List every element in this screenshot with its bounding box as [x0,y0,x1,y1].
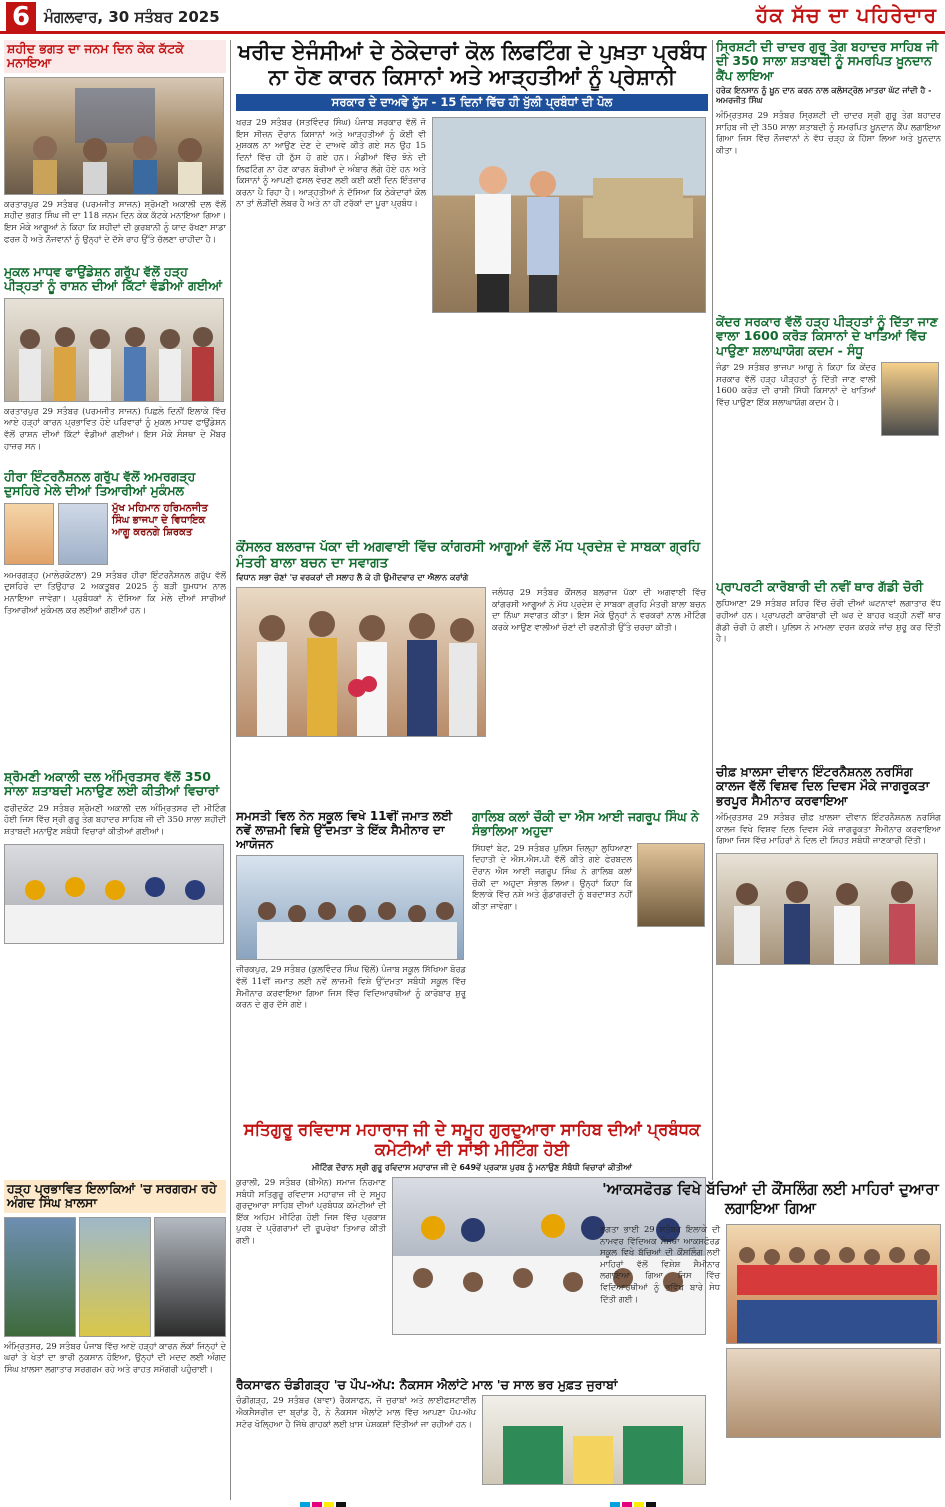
headline: ਗਾਲਿਬ ਕਲਾਂ ਚੌਕੀ ਦਾ ਐਸ ਆਈ ਜਗਰੂਪ ਸਿੰਘ ਨੇ ਸੰਭਾਲਿਆ ਅਹੁਦਾ [472,810,699,839]
photo-illustration [727,1225,941,1344]
photo-illustration [5,299,224,402]
photo-students-group [726,1348,941,1438]
photo-illustration [5,845,224,944]
column-divider [712,40,713,1180]
kicker: ਮੀਟਿੰਗ ਦੌਰਾਨ ਸ੍ਰੀ ਗੁਰੂ ਰਵਿਦਾਸ ਮਹਾਰਾਜ ਜੀ ਦੇ 649ਵੇਂ ਪ੍ਰਕਾਸ਼ ਪੁਰਬ ਨੂੰ ਮਨਾਉਣ ਸੰਬੰਧੀ ਵਿਚਾਰਾਂ ਕੀਤੀਆਂ [312,1163,632,1172]
headline: 'ਆਕਸਫੋਰਡ ਵਿਖੇ ਬੱਚਿਆਂ ਦੀ ਕੌਂਸਲਿੰਗ ਲਈ ਮਾਹਿਰਾਂ ਦੁਆਰਾ ਲਗਾਇਆ ਗਿਆ [602,1180,939,1217]
story-entrepreneurship-seminar [236,810,466,1110]
headline: ਚੀਫ਼ ਖ਼ਾਲਸਾ ਦੀਵਾਨ ਇੰਟਰਨੈਸ਼ਨਲ ਨਰਸਿੰਗ ਕਾਲਜ ਵੱਲੋਂ ਵਿਸ਼ਵ ਦਿਲ ਦਿਵਸ ਮੌਕੇ ਜਾਗਰੂਕਤਾ ਭਰਪੂਰ ਸੈਮੀਨਾਰ ਕਰਵਾਇਆ [716,765,930,808]
story-heart-day-seminar [716,765,941,1175]
story-body: ਲੁਧਿਆਣਾ 29 ਸਤੰਬਰ ਸ਼ਹਿਰ ਵਿੱਚ ਚੋਰੀ ਦੀਆਂ ਘਟਨਾਵਾਂ ਲਗਾਤਾਰ ਵੱਧ ਰਹੀਆਂ ਹਨ। ਪ੍ਰਾਪਰਟੀ ਕਾਰੋਬਾਰੀ ਦੀ ਘਰ ਦੇ ਬਾਹਰ ਖੜ੍ਹੀ ਨਵੀਂ ਥਾਰ ਗੱਡੀ ਚੋਰੀ ਹੋ ਗਈ। ਪੁਲਿਸ ਨੇ ਮਾਮਲਾ ਦਰਜ ਕਰਕੇ ਜਾਂਚ ਸ਼ੁਰੂ ਕਰ ਦਿੱਤੀ ਹੈ। [716,598,941,644]
story-blood-donation [716,40,941,310]
photo-portrait [58,503,108,565]
photo-illustration [433,118,706,313]
column-divider [230,40,231,1500]
story-body: ਅੰਮ੍ਰਿਤਸਰ 29 ਸਤੰਬਰ ਸ੍ਰਿਸ਼ਟੀ ਦੀ ਚਾਦਰ ਸ੍ਰੀ ਗੁਰੂ ਤੇਗ ਬਹਾਦਰ ਸਾਹਿਬ ਜੀ ਦੀ 350 ਸਾਲਾ ਸ਼ਤਾਬਦੀ ਨੂੰ ਸਮਰਪਿਤ ਖ਼ੂਨਦਾਨ ਕੈਂਪ ਲਗਾਇਆ ਗਿਆ ਜਿਸ ਵਿੱਚ ਨੌਜਵਾਨਾਂ ਨੇ ਵੱਧ ਚੜ੍ਹ ਕੇ ਹਿੱਸਾ ਲਿਆ ਅਤੇ ਖ਼ੂਨਦਾਨ ਕੀਤਾ। [716,110,941,155]
photo-ration-distribution [4,298,224,402]
story-lifting-lead [236,40,708,530]
lead-body: ਖਰੜ 29 ਸਤੰਬਰ (ਸਤਵਿੰਦਰ ਸਿੰਘ) ਪੰਜਾਬ ਸਰਕਾਰ ਵੱਲੋਂ ਜੋ ਇਸ ਸੀਜ਼ਨ ਦੌਰਾਨ ਕਿਸਾਨਾਂ ਅਤੇ ਆੜ੍ਹਤੀਆਂ ਨੂੰ ਕੋਈ ਵੀ ਮੁਸ਼ਕਲ ਨਾ ਆਉਣ ਦੇਣ ਦੇ ਦਾਅਵੇ ਕੀਤੇ ਗਏ ਸਨ ਉਹ 15 ਦਿਨਾਂ ਵਿੱਚ ਹੀ ਠੁੱਸ ਹੋ ਗਏ ਹਨ। ਮੰਡੀਆਂ ਵਿੱਚ ਝੋਨੇ ਦੀ ਲਿਫਟਿੰਗ ਨਾ ਹੋਣ ਕਾਰਨ ਬੋਰੀਆਂ ਦੇ ਅੰਬਾਰ ਲੱਗੇ ਹੋਏ ਹਨ ਅਤੇ ਕਿਸਾਨਾਂ ਨੂੰ ਆਪਣੀ ਫਸਲ ਵੇਚਣ ਲਈ ਕਈ ਕਈ ਦਿਨ ਇੰਤਜ਼ਾਰ ਕਰਨਾ ਪੈ ਰਿਹਾ ਹੈ। ਆੜ੍ਹਤੀਆਂ ਨੇ ਦੱਸਿਆ ਕਿ ਠੇਕੇਦਾਰਾਂ ਕੋਲ ਨਾ ਤਾਂ ਲੋੜੀਂਦੀ ਲੇਬਰ ਹੈ ਅਤੇ ਨਾ ਹੀ ਟਰੱਕਾਂ ਦਾ ਪੂਰਾ ਪ੍ਰਬੰਧ। [236,117,426,209]
headline: ਕੌਂਸਲਰ ਬਲਰਾਜ ਪੱਕਾ ਦੀ ਅਗਵਾਈ ਵਿੱਚ ਕਾਂਗਰਸੀ ਆਗੂਆਂ ਵੱਲੋਂ ਮੱਧ ਪ੍ਰਦੇਸ਼ ਦੇ ਸਾਬਕਾ ਗ੍ਰਹਿ ਮੰਤਰੀ ਬਾਲਾ ਬਚਨ ਦਾ ਸਵਾਗਤ [236,540,701,571]
kicker: ਮੁੱਖ ਮਹਿਮਾਨ ਹਰਿਮਨਜੀਤ ਸਿੰਘ ਭਾਜਪਾ ਦੇ ਵਿਧਾਇਕ ਆਗੂ ਕਰਨਗੇ ਸ਼ਿਰਕਤ [112,502,208,538]
story-body: ਜਲੰਧਰ 29 ਸਤੰਬਰ ਕੌਂਸਲਰ ਬਲਰਾਜ ਪੱਕਾ ਦੀ ਅਗਵਾਈ ਵਿੱਚ ਕਾਂਗਰਸੀ ਆਗੂਆਂ ਨੇ ਮੱਧ ਪ੍ਰਦੇਸ਼ ਦੇ ਸਾਬਕਾ ਗ੍ਰਹਿ ਮੰਤਰੀ ਬਾਲਾ ਬਚਨ ਦਾ ਨਿੱਘਾ ਸਵਾਗਤ ਕੀਤਾ। ਇਸ ਮੌਕੇ ਉਨ੍ਹਾਂ ਨੇ ਵਰਕਰਾਂ ਨਾਲ ਮੀਟਿੰਗ ਕਰਕੇ ਆਉਣ ਵਾਲੀਆਂ ਚੋਣਾਂ ਦੀ ਰਣਨੀਤੀ ਉੱਤੇ ਚਰਚਾ ਕੀਤੀ। [492,587,706,632]
story-body: ਅਮਰਗੜ੍ਹ (ਮਾਲੇਰਕੋਟਲਾ) 29 ਸਤੰਬਰ ਹੀਰਾ ਇੰਟਰਨੈਸ਼ਨਲ ਗਰੁੱਪ ਵੱਲੋਂ ਦੁਸਹਿਰੇ ਦਾ ਤਿਉਹਾਰ 2 ਅਕਤੂਬਰ 2025 ਨੂੰ ਬੜੀ ਧੂਮਧਾਮ ਨਾਲ ਮਨਾਇਆ ਜਾਵੇਗਾ। ਪ੍ਰਬੰਧਕਾਂ ਨੇ ਦੱਸਿਆ ਕਿ ਮੇਲੇ ਦੀਆਂ ਸਾਰੀਆਂ ਤਿਆਰੀਆਂ ਮੁਕੰਮਲ ਕਰ ਲਈਆਂ ਗਈਆਂ ਹਨ। [4,569,226,615]
headline: ਸਮਸਤੀ ਵਿਲ ਨੇਨ ਸਕੂਲ ਵਿਖੇ 11ਵੀਂ ਜਮਾਤ ਲਈ ਨਵੇਂ ਲਾਜ਼ਮੀ ਵਿਸ਼ੇ ਉੱਦਮਤਾ ਤੇ ਇੱਕ ਸੈਮੀਨਾਰ ਦਾ ਆਯੋਜਨ [236,810,453,851]
lead-headline: ਖਰੀਦ ਏਜੰਸੀਆਂ ਦੇ ਠੇਕੇਦਾਰਾਂ ਕੋਲ ਲਿਫਟਿੰਗ ਦੇ ਪੁਖ਼ਤਾ ਪ੍ਰਬੰਧ ਨਾ ਹੋਣ ਕਾਰਨ ਕਿਸਾਨਾਂ ਅਤੇ ਆੜ੍ਹਤੀਆਂ ਨੂੰ ਪ੍ਰੇਸ਼ਾਨੀ [237,40,706,89]
story-body: ਜੰਡਾ 29 ਸਤੰਬਰ ਭਾਜਪਾ ਆਗੂ ਨੇ ਕਿਹਾ ਕਿ ਕੇਂਦਰ ਸਰਕਾਰ ਵੱਲੋਂ ਹੜ੍ਹ ਪੀੜ੍ਹਤਾਂ ਨੂੰ ਦਿੱਤੀ ਜਾਣ ਵਾਲੀ 1600 ਕਰੋੜ ਦੀ ਰਾਸ਼ੀ ਸਿੱਧੀ ਕਿਸਾਨਾਂ ਦੇ ਖਾਤਿਆਂ ਵਿੱਚ ਪਾਉਣਾ ਇੱਕ ਸ਼ਲਾਘਾਯੋਗ ਕਦਮ ਹੈ। [716,362,876,407]
story-shatabdi-meeting [4,770,226,1150]
story-bala-bachan-welcome [236,540,708,800]
photo-seminar [236,855,464,960]
story-si-jagroop-singh [472,810,708,1110]
headline: ਸ਼ਹੀਦ ਭਗਤ ਦਾ ਜਨਮ ਦਿਨ ਕੇਕ ਕੱਟਕੇ ਮਨਾਇਆ [4,40,226,73]
headline: ਕੇਂਦਰ ਸਰਕਾਰ ਵੱਲੋਂ ਹੜ੍ਹ ਪੀੜ੍ਹਤਾਂ ਨੂੰ ਦਿੱਤਾ ਜਾਣ ਵਾਲਾ 1600 ਕਰੋੜ ਕਿਸਾਨਾਂ ਦੇ ਖਾਤਿਆਂ ਵਿੱਚ ਪਾਉਣਾ ਸ਼ਲਾਘਾਯੋਗ ਕਦਮ - ਸੰਧੂ [716,315,938,358]
headline: ਹੀਰਾ ਇੰਟਰਨੈਸ਼ਨਲ ਗਰੁੱਪ ਵੱਲੋਂ ਅਮਰਗੜ੍ਹ ਦੁਸਹਿਰੇ ਮੇਲੇ ਦੀਆਂ ਤਿਆਰੀਆਂ ਮੁਕੰਮਲ [4,470,196,499]
story-oxford-counselling [600,1180,941,1498]
headline: ਸ਼੍ਰੋਮਣੀ ਅਕਾਲੀ ਦਲ ਅੰਮ੍ਰਿਤਸਰ ਵੱਲੋਂ 350 ਸਾਲਾ ਸ਼ਤਾਬਦੀ ਮਨਾਉਣ ਲਈ ਕੀਤੀਆਂ ਵਿਚਾਰਾਂ [4,770,220,799]
story-thar-stolen [716,580,941,760]
print-registration-marks [610,1497,658,1507]
photo-portrait-sandhu [881,362,939,436]
story-angad-singh [4,1180,226,1500]
story-body: ਫਰੀਦਕੋਟ 29 ਸਤੰਬਰ ਸ਼੍ਰੋਮਣੀ ਅਕਾਲੀ ਦਲ ਅੰਮ੍ਰਿਤਸਰ ਦੀ ਮੀਟਿੰਗ ਹੋਈ ਜਿਸ ਵਿੱਚ ਸ੍ਰੀ ਗੁਰੂ ਤੇਗ ਬਹਾਦਰ ਸਾਹਿਬ ਜੀ ਦੀ 350 ਸਾਲਾ ਸ਼ਹੀਦੀ ਸ਼ਤਾਬਦੀ ਮਨਾਉਣ ਸਬੰਧੀ ਵਿਚਾਰਾਂ ਕੀਤੀਆਂ ਗਈਆਂ। [4,802,226,836]
dateline: ਮੰਗਲਵਾਰ, 30 ਸਤੰਬਰ 2025 [44,8,220,26]
photo-welcome [236,587,486,737]
photo-cake-cutting [4,77,224,195]
story-body: ਕੁਰਾਲੀ, 29 ਸਤੰਬਰ (ਬੀਐਨ) ਸਮਾਜ ਨਿਰਮਾਣ ਸਬੰਧੀ ਸਤਿਗੁਰੂ ਰਵਿਦਾਸ ਮਹਾਰਾਜ ਜੀ ਦੇ ਸਮੂਹ ਗੁਰਦੁਆਰਾ ਸਾਹਿਬ ਦੀਆਂ ਪ੍ਰਬੰਧਕ ਕਮੇਟੀਆਂ ਦੀ ਇੱਕ ਅਹਿਮ ਮੀਟਿੰਗ ਹੋਈ ਜਿਸ ਵਿੱਚ ਪ੍ਰਕਾਸ਼ ਪੁਰਬ ਦੇ ਪ੍ਰੋਗਰਾਮਾਂ ਦੀ ਰੂਪਰੇਖਾ ਤਿਆਰ ਕੀਤੀ ਗਈ। [236,1177,386,1245]
headline: ਰੈਕਸਾਫਨ ਚੰਡੀਗੜ੍ਹ 'ਚ ਪੌਪ-ਅੱਪ: ਨੈਕਸਸ ਐਲਾਂਟੇ ਮਾਲ 'ਚ ਸਾਲ ਭਰ ਮੁਫ਼ਤ ਜੁਰਾਬਾਂ [236,1378,618,1392]
print-registration-marks [300,1497,348,1507]
photo-portrait [4,503,54,565]
story-body: ਚੰਡੀਗੜ੍ਹ, 29 ਸਤੰਬਰ (ਬਾਵਾ) ਰੈਕਸਾਫਨ, ਜੋ ਜੁਰਾਬਾਂ ਅਤੇ ਲਾਈਫਸਟਾਈਲ ਐਕਸੈਸਰੀਜ਼ ਦਾ ਬ੍ਰਾਂਡ ਹੈ, ਨੇ ਨੈਕਸਸ ਐਲਾਂਟੇ ਮਾਲ ਵਿੱਚ ਆਪਣਾ ਪੌਪ-ਅੱਪ ਸਟੋਰ ਖੋਲ੍ਹਿਆ ਹੈ ਜਿੱਥੇ ਗਾਹਕਾਂ ਲਈ ਖ਼ਾਸ ਪੇਸ਼ਕਸ਼ਾਂ ਦਿੱਤੀਆਂ ਜਾ ਰਹੀਆਂ ਹਨ। [236,1395,476,1429]
headline: ਪ੍ਰਾਪਰਟੀ ਕਾਰੋਬਾਰੀ ਦੀ ਨਵੀਂ ਥਾਰ ਗੱਡੀ ਚੋਰੀ [716,580,924,594]
story-body: ਕਰਤਾਰਪੁਰ 29 ਸਤੰਬਰ (ਪਰਮਜੀਤ ਸਾਜਨ) ਸ਼੍ਰੋਮਣੀ ਅਕਾਲੀ ਦਲ ਵੱਲੋਂ ਸ਼ਹੀਦ ਭਗਤ ਸਿੰਘ ਜੀ ਦਾ 118 ਜਨਮ ਦਿਨ ਕੇਕ ਕੱਟਕੇ ਮਨਾਇਆ ਗਿਆ। ਇਸ ਮੌਕੇ ਆਗੂਆਂ ਨੇ ਕਿਹਾ ਕਿ ਸ਼ਹੀਦਾਂ ਦੀ ਕੁਰਬਾਨੀ ਨੂੰ ਯਾਦ ਰੱਖਣਾ ਸਾਡਾ ਫਰਜ਼ ਹੈ ਅਤੇ ਨੌਜਵਾਨਾਂ ਨੂੰ ਉਨ੍ਹਾਂ ਦੇ ਦੱਸੇ ਰਾਹ ਉੱਤੇ ਚੱਲਣਾ ਚਾਹੀਦਾ ਹੈ। [4,198,226,244]
kicker: ਹਰੇਕ ਇਨਸਾਨ ਨੂੰ ਖ਼ੂਨ ਦਾਨ ਕਰਨ ਨਾਲ ਕਲੋਸਟ੍ਰੋਲ ਮਾਤਰਾ ਘੱਟ ਜਾਂਦੀ ਹੈ - ਅਮਰਜੀਤ ਸਿੰਘ [716,86,932,106]
story-dussehra-fair [4,470,226,760]
photo-students [726,1224,941,1344]
photo-flood-relief [79,1217,151,1337]
story-body: ਕਰਤਾਰਪੁਰ 29 ਸਤੰਬਰ (ਪਰਮਜੀਤ ਸਾਜਨ) ਪਿਛਲੇ ਦਿਨੀਂ ਇਲਾਕੇ ਵਿੱਚ ਆਏ ਹੜ੍ਹਾਂ ਕਾਰਨ ਪ੍ਰਭਾਵਿਤ ਹੋਏ ਪਰਿਵਾਰਾਂ ਨੂੰ ਮੁਕਲ ਮਾਧਵ ਫਾਉਂਡੇਸ਼ਨ ਵੱਲੋਂ ਰਾਸ਼ਨ ਦੀਆਂ ਕਿੱਟਾਂ ਵੰਡੀਆਂ ਗਈਆਂ। ਇਸ ਮੌਕੇ ਸੰਸਥਾ ਦੇ ਮੈਂਬਰ ਹਾਜ਼ਰ ਸਨ। [4,405,226,451]
kicker: ਵਿਧਾਨ ਸਭਾ ਚੋਣਾਂ 'ਚ ਵਰਕਰਾਂ ਦੀ ਸਲਾਹ ਲੈ ਕੇ ਹੀ ਉਮੀਦਵਾਰ ਦਾ ਐਲਾਨ ਕਰਾਂਗੇ [236,573,469,583]
headline: ਹੜ੍ਹ ਪ੍ਰਭਾਵਿਤ ਇਲਾਕਿਆਂ 'ਚ ਸਰਗਰਮ ਰਹੇ ਅੰਗਦ ਸਿੰਘ ਖ਼ਾਲਸਾ [4,1180,226,1213]
newspaper-logo: ਹੱਕ ਸੱਚ ਦਾ ਪਹਿਰੇਦਾਰ [756,3,937,27]
photo-flood-relief [4,1217,76,1337]
photo-grain-market [432,117,706,313]
story-flood-relief-1600-crore [716,315,941,575]
photo-illustration [717,854,938,965]
photo-nursing-seminar [716,853,938,965]
photo-meeting [4,844,224,944]
photo-portrait-officer [637,843,705,927]
story-body: ਭਗਤਾ ਭਾਈ 29 ਸਤੰਬਰ ਇਲਾਕੇ ਦੀ ਨਾਮਵਰ ਵਿੱਦਿਅਕ ਸੰਸਥਾ ਆਕਸਫੋਰਡ ਸਕੂਲ ਵਿਖੇ ਬੱਚਿਆਂ ਦੀ ਕੌਂਸਲਿੰਗ ਲਈ ਮਾਹਿਰਾਂ ਵੱਲੋਂ ਵਿਸ਼ੇਸ਼ ਸੈਮੀਨਾਰ ਲਗਾਇਆ ਗਿਆ ਜਿਸ ਵਿੱਚ ਵਿਦਿਆਰਥੀਆਂ ਨੂੰ ਭਵਿੱਖ ਬਾਰੇ ਸੇਧ ਦਿੱਤੀ ਗਈ। [600,1224,720,1304]
story-ration-kits [4,265,226,465]
page-number: 6 [6,2,36,32]
headline: ਸ੍ਰਿਸ਼ਟੀ ਦੀ ਚਾਦਰ ਗੁਰੂ ਤੇਗ ਬਹਾਦਰ ਸਾਹਿਬ ਜੀ ਦੀ 350 ਸਾਲਾ ਸ਼ਤਾਬਦੀ ਨੂੰ ਸਮਰਪਿਤ ਖ਼ੂਨਦਾਨ ਕੈਂਪ ਲਾਇਆ [716,40,939,83]
headline: ਸਤਿਗੁਰੂ ਰਵਿਦਾਸ ਮਹਾਰਾਜ ਜੀ ਦੇ ਸਮੂਹ ਗੁਰਦੁਆਰਾ ਸਾਹਿਬ ਦੀਆਂ ਪ੍ਰਬੰਧਕ ਕਮੇਟੀਆਂ ਦੀ ਸਾਂਝੀ ਮੀਟਿੰਗ ਹੋਈ [243,1120,701,1159]
story-bhagat-singh-birthday [4,40,226,260]
headline: ਮੁਕਲ ਮਾਧਵ ਫਾਉਂਡੇਸ਼ਨ ਗਰੁੱਪ ਵੱਲੋਂ ਹੜ੍ਹ ਪੀੜ੍ਹਤਾਂ ਨੂੰ ਰਾਸ਼ਨ ਦੀਆਂ ਕਿੱਟਾਂ ਵੰਡੀਆਂ ਗਈਆਂ [4,265,222,294]
lead-subheadline: ਸਰਕਾਰ ਦੇ ਦਾਅਵੇ ਠੁੱਸ - 15 ਦਿਨਾਂ ਵਿੱਚ ਹੀ ਖੁੱਲੀ ਪ੍ਰਬੰਧਾਂ ਦੀ ਪੋਲ [236,94,708,111]
photo-flood-relief [154,1217,226,1337]
masthead [0,0,945,34]
story-body: ਜ਼ੀਰਕਪੁਰ, 29 ਸਤੰਬਰ (ਕੁਲਵਿੰਦਰ ਸਿੰਘ ਢਿੱਲੋਂ) ਪੰਜਾਬ ਸਕੂਲ ਸਿੱਖਿਆ ਬੋਰਡ ਵੱਲੋਂ 11ਵੀਂ ਜਮਾਤ ਲਈ ਨਵੇਂ ਲਾਜ਼ਮੀ ਵਿਸ਼ੇ ਉੱਦਮਤਾ ਸਬੰਧੀ ਸਕੂਲ ਵਿੱਚ ਸੈਮੀਨਾਰ ਕਰਵਾਇਆ ਗਿਆ ਜਿਸ ਵਿੱਚ ਵਿਦਿਆਰਥੀਆਂ ਨੂੰ ਕਾਰੋਬਾਰ ਸ਼ੁਰੂ ਕਰਨ ਦੇ ਗੁਰ ਦੱਸੇ ਗਏ। [236,964,466,1010]
photo-illustration [5,78,224,195]
story-body: ਅੰਮ੍ਰਿਤਸਰ 29 ਸਤੰਬਰ ਚੀਫ਼ ਖ਼ਾਲਸਾ ਦੀਵਾਨ ਇੰਟਰਨੈਸ਼ਨਲ ਨਰਸਿੰਗ ਕਾਲਜ ਵਿਖੇ ਵਿਸ਼ਵ ਦਿਲ ਦਿਵਸ ਮੌਕੇ ਜਾਗਰੂਕਤਾ ਸੈਮੀਨਾਰ ਕਰਵਾਇਆ ਗਿਆ ਜਿਸ ਵਿੱਚ ਮਾਹਿਰਾਂ ਨੇ ਦਿਲ ਦੀ ਸਿਹਤ ਸਬੰਧੀ ਜਾਣਕਾਰੀ ਦਿੱਤੀ। [716,812,941,846]
story-body: ਅੰਮ੍ਰਿਤਸਰ, 29 ਸਤੰਬਰ ਪੰਜਾਬ ਵਿੱਚ ਆਏ ਹੜ੍ਹਾਂ ਕਾਰਨ ਲੋਕਾਂ ਜਿਨ੍ਹਾਂ ਦੇ ਘਰਾਂ ਤੇ ਖੇਤਾਂ ਦਾ ਭਾਰੀ ਨੁਕਸਾਨ ਹੋਇਆ, ਉਨ੍ਹਾਂ ਦੀ ਮਦਦ ਲਈ ਅੰਗਦ ਸਿੰਘ ਖ਼ਾਲਸਾ ਲਗਾਤਾਰ ਸਰਗਰਮ ਰਹੇ ਅਤੇ ਰਾਹਤ ਸਮੱਗਰੀ ਪਹੁੰਚਾਈ। [4,1340,226,1374]
photo-illustration [237,856,464,960]
story-body: ਸਿੱਧਵਾਂ ਬੇਟ, 29 ਸਤੰਬਰ ਪੁਲਿਸ ਜ਼ਿਲ੍ਹਾ ਲੁਧਿਆਣਾ ਦਿਹਾਤੀ ਦੇ ਐਸ.ਐਸ.ਪੀ ਵੱਲੋਂ ਕੀਤੇ ਗਏ ਫੇਰਬਦਲ ਦੌਰਾਨ ਐਸ ਆਈ ਜਗਰੂਪ ਸਿੰਘ ਨੇ ਗਾਲਿਬ ਕਲਾਂ ਚੌਕੀ ਦਾ ਅਹੁਦਾ ਸੰਭਾਲ ਲਿਆ। ਉਨ੍ਹਾਂ ਕਿਹਾ ਕਿ ਇਲਾਕੇ ਵਿੱਚ ਨਸ਼ੇ ਅਤੇ ਗੁੰਡਾਗਰਦੀ ਨੂੰ ਬਰਦਾਸ਼ਤ ਨਹੀਂ ਕੀਤਾ ਜਾਵੇਗਾ। [472,842,632,911]
photo-illustration [237,588,486,737]
